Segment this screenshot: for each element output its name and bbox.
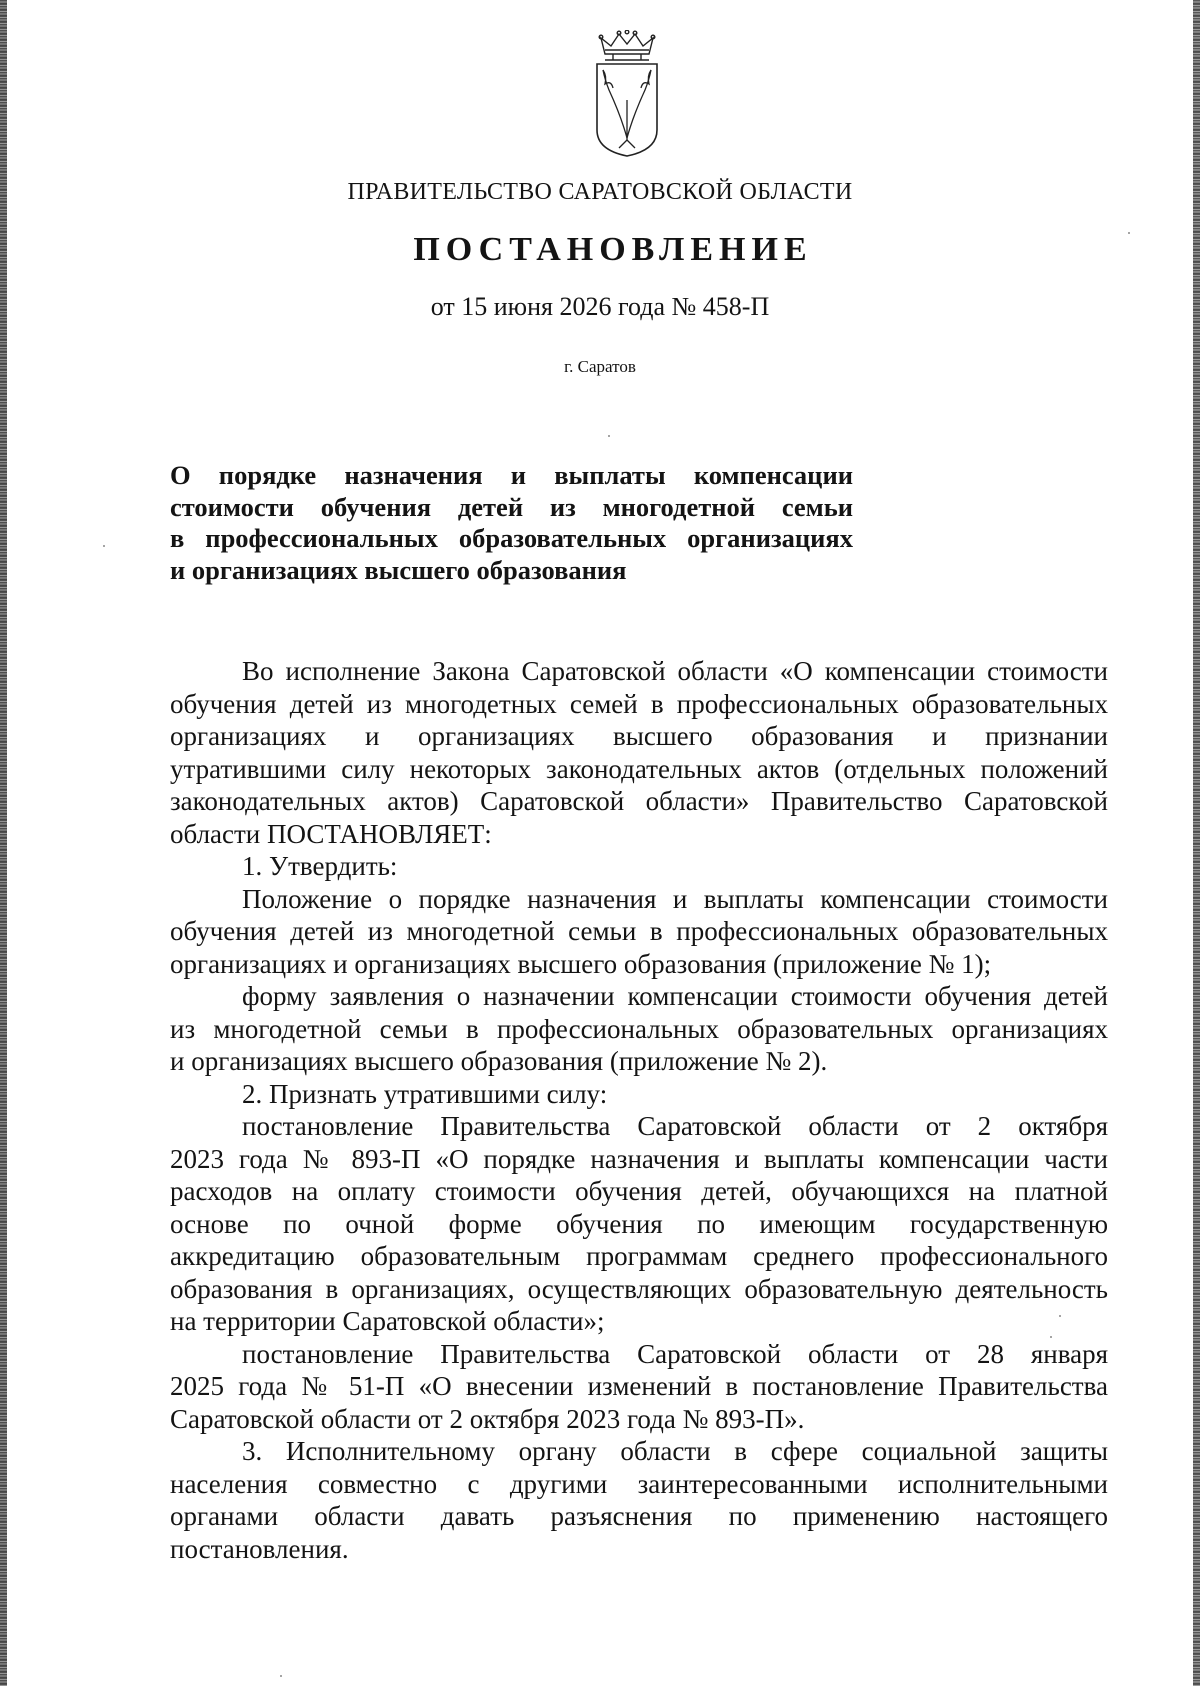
body-line: обучения детей из многодетных семей в профессиональных образовательных [170, 688, 1108, 719]
body-line: органами области давать разъяснения по применению настоящего [170, 1501, 1108, 1531]
body-line: основе по очной форме обучения по имеющим государственную [170, 1208, 1108, 1239]
body-line: утратившими силу некоторых законодательных актов (отдельных положений [170, 753, 1108, 784]
scan-speck [608, 435, 610, 437]
body-line: постановления. [170, 1533, 349, 1564]
title-line: в профессиональных образовательных организациях [170, 523, 853, 553]
document-date-number: от 15 июня 2026 года № 458-П [430, 292, 770, 321]
body-line: 2023 года № 893-П «О порядке назначения и выплаты компенсации части [170, 1143, 1108, 1174]
document-type-heading: ПОСТАНОВЛЕНИЕ [413, 231, 813, 268]
government-name: ПРАВИТЕЛЬСТВО САРАТОВСКОЙ ОБЛАСТИ [347, 179, 853, 205]
body-line: из многодетной семьи в профессиональных образовательных организациях [170, 1013, 1108, 1044]
body-line: населения совместно с другими заинтересованными исполнительными [170, 1468, 1108, 1499]
document-body [170, 655, 1108, 1565]
body-line: 2. Признать утратившими силу: [242, 1078, 608, 1109]
body-line: постановление Правительства Саратовской области от 2 октября [242, 1111, 1108, 1141]
body-line: области ПОСТАНОВЛЯЕТ: [170, 818, 492, 849]
body-line: расходов на оплату стоимости обучения детей, обучающихся на платной [170, 1176, 1108, 1206]
title-line: О порядке назначения и выплаты компенсации [170, 460, 853, 490]
body-line: Саратовской области от 2 октября 2023 года № 893-П». [170, 1403, 805, 1434]
body-line: организациях и организациях высшего образования (приложение № 1); [170, 948, 992, 979]
body-line: постановление Правительства Саратовской области от 28 января [242, 1338, 1108, 1369]
scan-speck [1050, 1336, 1052, 1338]
body-line: законодательных актов) Саратовской области» Правительство Саратовской [170, 786, 1108, 816]
title-line: и организациях высшего образования [170, 554, 627, 585]
body-line: 1. Утвердить: [242, 851, 398, 881]
body-line: образования в организациях, осуществляющих образовательную деятельность [170, 1273, 1108, 1304]
body-line: организациях и организациях высшего образования и признании [170, 721, 1108, 751]
title-line: стоимости обучения детей из многодетной семьи [170, 491, 853, 522]
body-line: обучения детей из многодетной семьи в профессиональных образовательных [170, 916, 1108, 946]
scan-edge-left [0, 0, 7, 1686]
body-line: Во исполнение Закона Саратовской области «О компенсации стоимости [242, 656, 1108, 686]
document-place: г. Саратов [564, 357, 636, 376]
scan-speck [1059, 1315, 1061, 1317]
saratov-coat-of-arms-icon [591, 30, 663, 158]
body-line: аккредитацию образовательным программам среднего профессионального [170, 1241, 1108, 1271]
body-line: Положение о порядке назначения и выплаты компенсации стоимости [242, 883, 1108, 914]
body-line: на территории Саратовской области»; [170, 1306, 605, 1336]
body-line: 3. Исполнительному органу области в сфере социальной защиты [242, 1436, 1108, 1466]
scan-speck [103, 545, 105, 547]
body-line: форму заявления о назначении компенсации стоимости обучения детей [242, 981, 1108, 1011]
document-title [170, 460, 853, 586]
body-line: и организациях высшего образования (приложение № 2). [170, 1046, 828, 1076]
scan-speck [280, 1675, 282, 1677]
scan-speck [1128, 232, 1130, 234]
body-line: 2025 года № 51-П «О внесении изменений в постановление Правительства [170, 1371, 1108, 1401]
